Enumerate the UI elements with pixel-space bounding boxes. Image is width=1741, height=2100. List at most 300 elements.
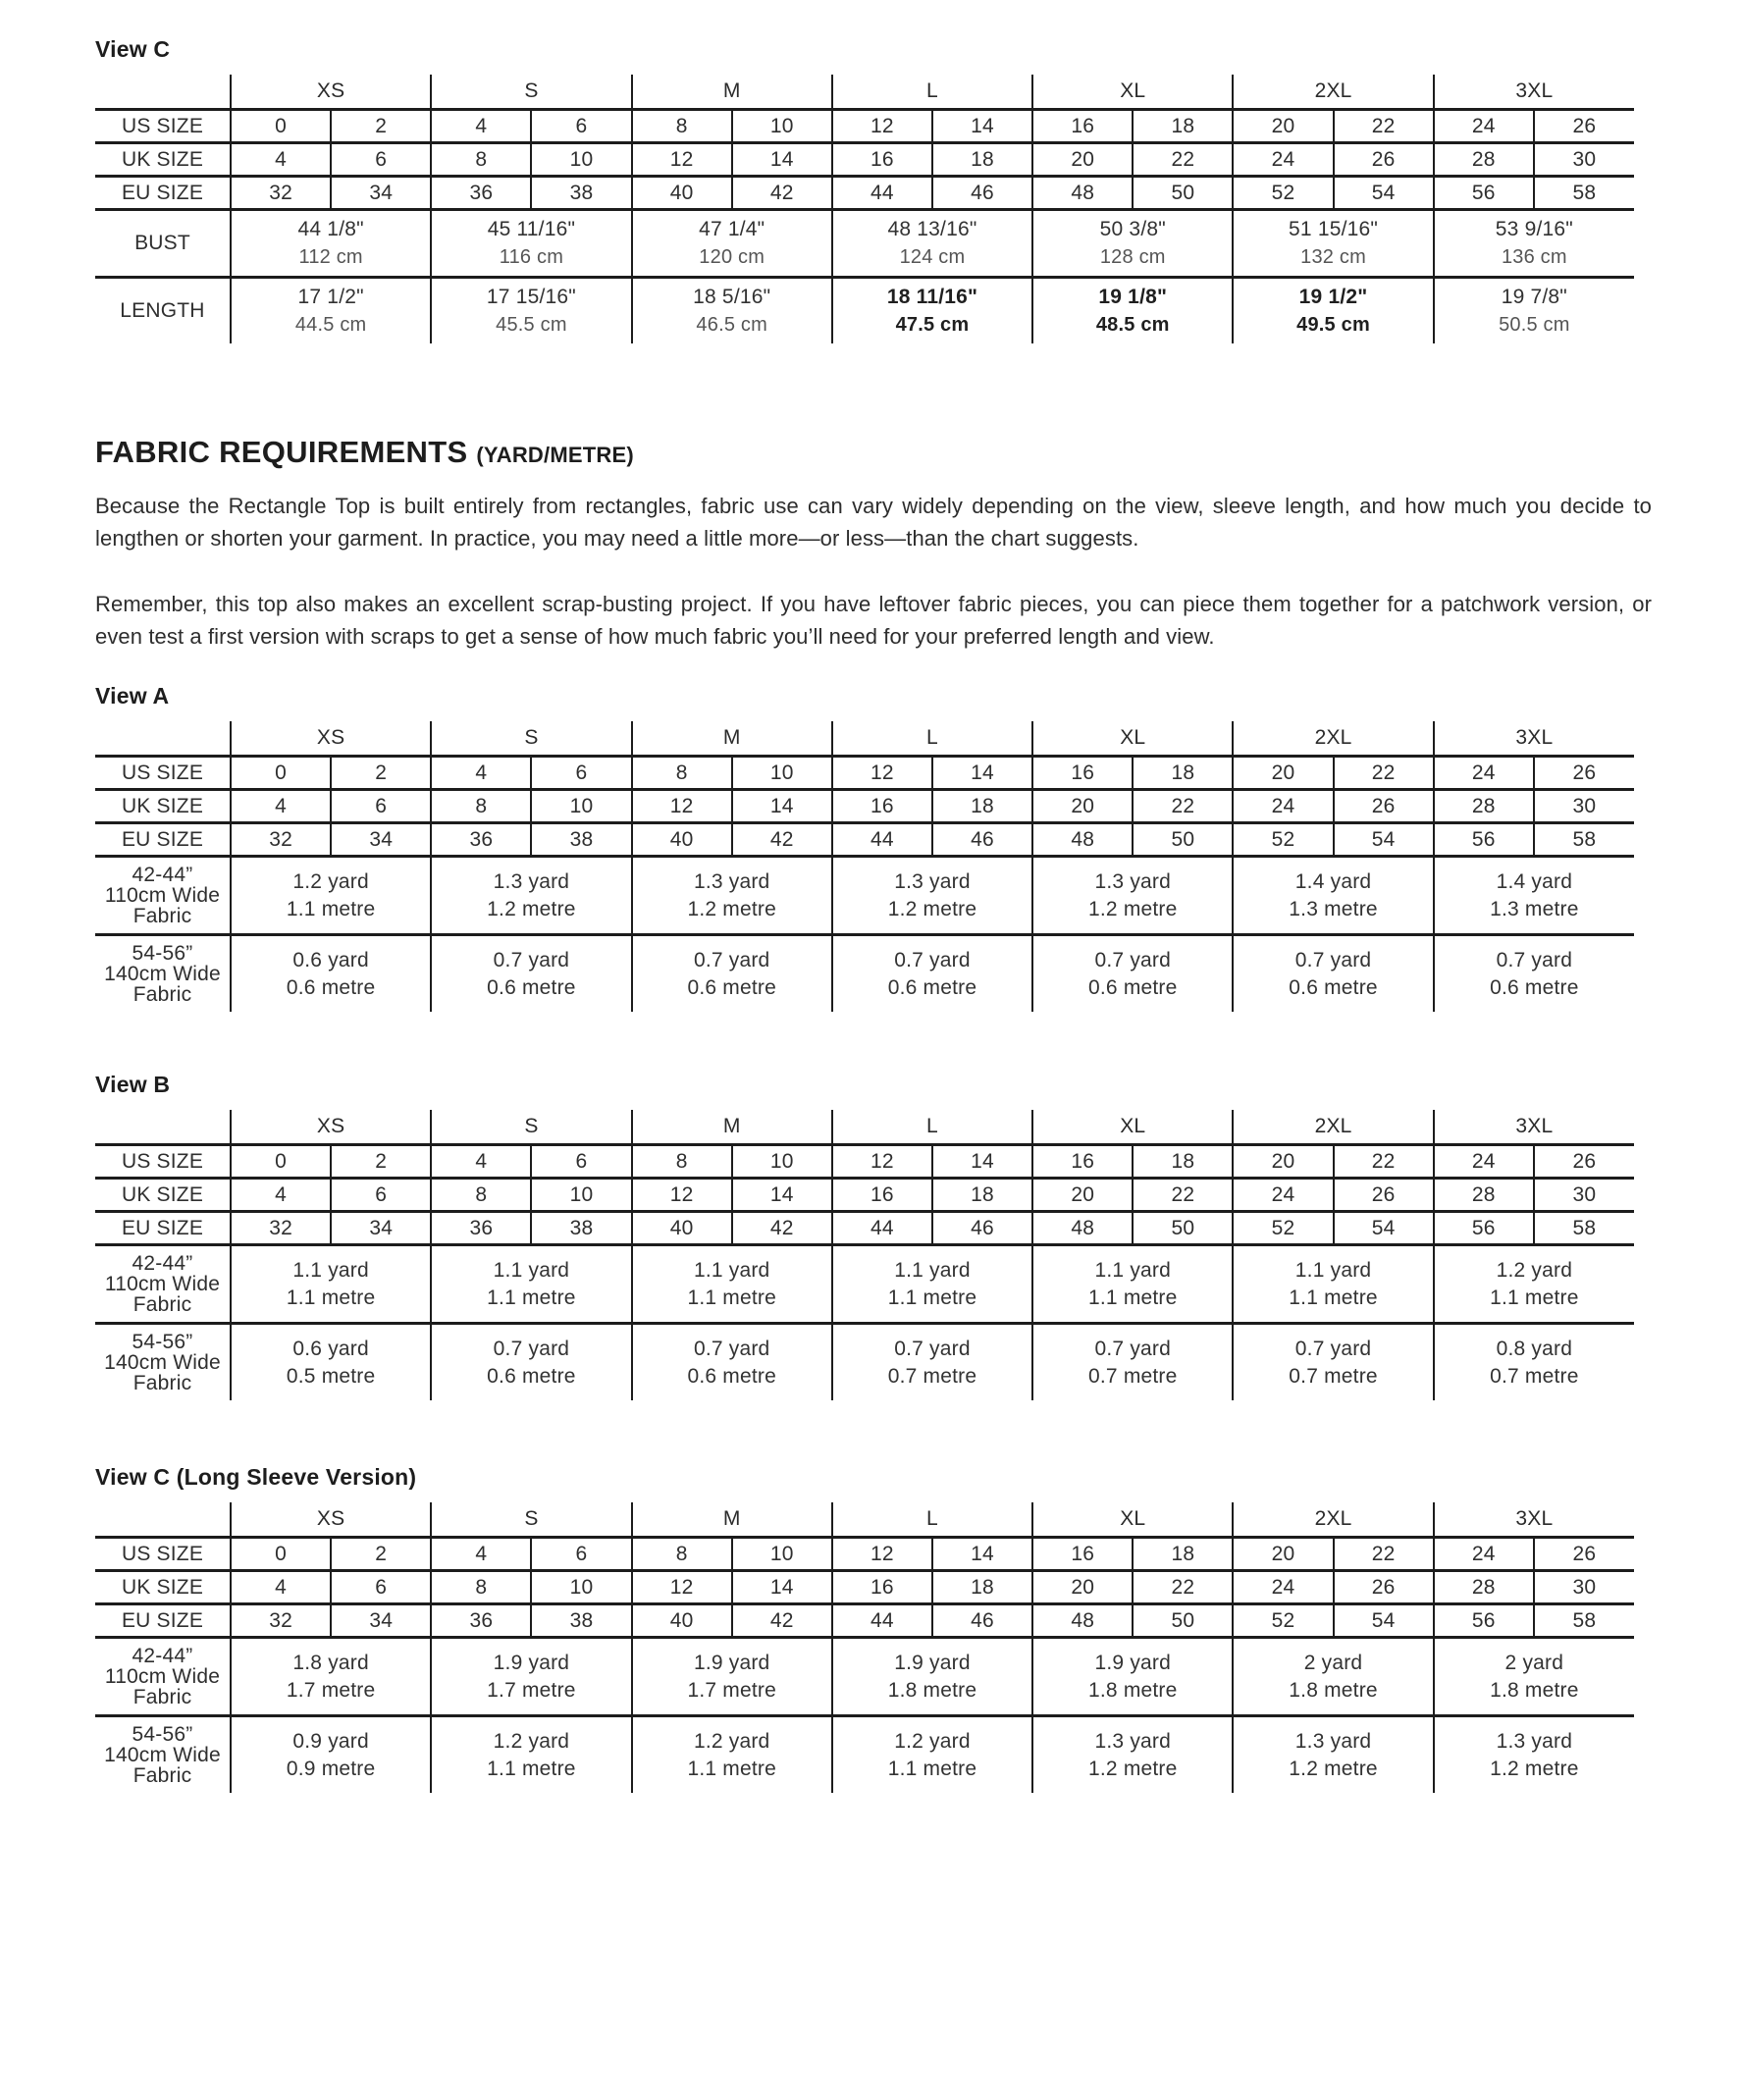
- size-cell: 32: [231, 1212, 331, 1245]
- size-cell: 22: [1334, 1145, 1434, 1179]
- size-cell: 32: [231, 1604, 331, 1638]
- value-cell: [832, 278, 1032, 344]
- size-cell: 4: [431, 757, 531, 790]
- value-cell: [231, 278, 431, 344]
- size-group-header: L: [832, 721, 1032, 757]
- value-line-2: 1.7 metre: [487, 1678, 576, 1702]
- size-cell: 8: [431, 790, 531, 823]
- size-cell: 38: [531, 1212, 631, 1245]
- size-cell: 2: [331, 1538, 431, 1571]
- value-cell: [832, 1245, 1032, 1324]
- size-cell: 6: [531, 1145, 631, 1179]
- row-label-line: 54-56”: [132, 942, 193, 965]
- size-cell: 20: [1032, 790, 1133, 823]
- size-row: [95, 143, 1634, 177]
- value-line-2: 0.6 metre: [1490, 975, 1579, 999]
- value-cell: [1434, 1324, 1634, 1401]
- value-cell: [832, 1638, 1032, 1716]
- value-line-2: 1.3 metre: [1289, 897, 1378, 920]
- size-cell: 56: [1434, 177, 1534, 210]
- view-a-fabric-table: [95, 721, 1652, 1012]
- size-cell: 18: [1133, 1538, 1233, 1571]
- value-cell: [1032, 210, 1233, 278]
- fabric-row: [95, 1716, 1634, 1794]
- size-cell: 8: [632, 1538, 732, 1571]
- size-cell: 10: [732, 1145, 832, 1179]
- size-group-header-row: [95, 721, 1634, 757]
- row-label: EU SIZE: [95, 1212, 231, 1245]
- value-cell: [1032, 1716, 1233, 1794]
- size-cell: 10: [531, 1571, 631, 1604]
- size-cell: 38: [531, 1604, 631, 1638]
- size-cell: 22: [1133, 1179, 1233, 1212]
- value-line-2: 0.6 metre: [487, 1364, 576, 1388]
- value-line-2: 1.7 metre: [286, 1678, 376, 1702]
- size-cell: 30: [1534, 790, 1634, 823]
- fabric-row: [95, 857, 1634, 935]
- row-label-line: 110cm Wide: [104, 1665, 221, 1688]
- value-cell: [832, 935, 1032, 1013]
- size-cell: 6: [331, 1571, 431, 1604]
- size-cell: 58: [1534, 823, 1634, 857]
- size-row: [95, 1538, 1634, 1571]
- value-cell: [832, 1324, 1032, 1401]
- row-label: US SIZE: [95, 757, 231, 790]
- row-label-line: 42-44”: [132, 1645, 193, 1667]
- size-cell: 20: [1233, 110, 1333, 143]
- size-row: [95, 1212, 1634, 1245]
- row-label: BUST: [95, 210, 231, 278]
- corner-cell: [95, 1110, 231, 1145]
- size-chart-table-grid: [95, 75, 1634, 343]
- value-cell: [1032, 1245, 1233, 1324]
- value-cell: [1434, 278, 1634, 344]
- size-group-header: 3XL: [1434, 1110, 1634, 1145]
- size-cell: 30: [1534, 143, 1634, 177]
- row-label: UK SIZE: [95, 143, 231, 177]
- size-cell: 52: [1233, 823, 1333, 857]
- size-group-header: XL: [1032, 75, 1233, 110]
- row-label: UK SIZE: [95, 790, 231, 823]
- size-cell: 28: [1434, 1571, 1534, 1604]
- value-line-1: 0.9 yard: [292, 1729, 369, 1753]
- size-cell: 44: [832, 177, 932, 210]
- size-cell: 4: [231, 790, 331, 823]
- row-label: [95, 1638, 231, 1716]
- size-cell: 6: [331, 790, 431, 823]
- value-cell: [1233, 210, 1433, 278]
- value-line-2: 0.7 metre: [887, 1364, 977, 1388]
- size-cell: 20: [1032, 1571, 1133, 1604]
- row-label: US SIZE: [95, 110, 231, 143]
- size-cell: 26: [1534, 1145, 1634, 1179]
- value-line-1: 50 3/8": [1099, 218, 1166, 240]
- size-group-header-row: [95, 75, 1634, 110]
- size-cell: 22: [1133, 790, 1233, 823]
- size-cell: 14: [732, 790, 832, 823]
- size-cell: 8: [431, 143, 531, 177]
- size-cell: 8: [632, 110, 732, 143]
- value-line-1: 1.4 yard: [1294, 869, 1372, 893]
- size-cell: 40: [632, 1212, 732, 1245]
- value-line-1: 0.7 yard: [1094, 948, 1171, 971]
- value-cell: [1233, 935, 1433, 1013]
- value-line-2: 0.6 metre: [887, 975, 977, 999]
- row-label-line: Fabric: [132, 1372, 192, 1394]
- value-line-1: 45 11/16": [487, 218, 576, 240]
- value-line-1: 18 5/16": [693, 286, 771, 308]
- row-label-line: 110cm Wide: [104, 884, 221, 907]
- value-line-1: 19 1/8": [1098, 286, 1168, 308]
- size-cell: 36: [431, 1212, 531, 1245]
- value-line-1: 1.1 yard: [1094, 1258, 1171, 1282]
- size-cell: 18: [932, 143, 1032, 177]
- value-line-2: 0.6 metre: [687, 975, 776, 999]
- corner-cell: [95, 721, 231, 757]
- value-line-1: 1.1 yard: [1294, 1258, 1372, 1282]
- value-line-1: 0.8 yard: [1496, 1337, 1573, 1360]
- size-cell: 4: [431, 1145, 531, 1179]
- value-line-2: 1.3 metre: [1490, 897, 1579, 920]
- value-cell: [1032, 1638, 1233, 1716]
- value-cell: [231, 210, 431, 278]
- size-cell: 42: [732, 1212, 832, 1245]
- value-line-2: 46.5 cm: [696, 314, 767, 336]
- size-cell: 10: [531, 143, 631, 177]
- value-line-2: 1.2 metre: [1490, 1757, 1579, 1780]
- size-row: [95, 1571, 1634, 1604]
- value-line-1: 18 11/16": [886, 286, 978, 308]
- value-cell: [431, 1245, 631, 1324]
- value-line-1: 1.3 yard: [493, 869, 570, 893]
- value-line-1: 1.3 yard: [693, 869, 770, 893]
- corner-cell: [95, 75, 231, 110]
- size-cell: 54: [1334, 823, 1434, 857]
- value-line-1: 0.7 yard: [1294, 948, 1372, 971]
- row-label-line: 54-56”: [132, 1331, 193, 1353]
- size-cell: 12: [632, 790, 732, 823]
- size-cell: 24: [1434, 757, 1534, 790]
- size-cell: 16: [1032, 1145, 1133, 1179]
- value-line-1: 2 yard: [1303, 1651, 1363, 1674]
- size-cell: 6: [331, 143, 431, 177]
- size-row: [95, 1604, 1634, 1638]
- value-line-2: 128 cm: [1099, 246, 1166, 268]
- value-line-1: 1.1 yard: [693, 1258, 770, 1282]
- size-cell: 28: [1434, 790, 1534, 823]
- size-cell: 0: [231, 110, 331, 143]
- value-cell: [632, 1245, 832, 1324]
- size-group-header: M: [632, 1502, 832, 1538]
- value-line-1: 1.2 yard: [894, 1729, 971, 1753]
- size-cell: 18: [1133, 757, 1233, 790]
- value-line-2: 0.6 metre: [687, 1364, 776, 1388]
- size-cell: 52: [1233, 1212, 1333, 1245]
- value-cell: [1434, 210, 1634, 278]
- size-cell: 42: [732, 823, 832, 857]
- value-line-2: 0.7 metre: [1289, 1364, 1378, 1388]
- value-line-2: 1.8 metre: [1289, 1678, 1378, 1702]
- size-cell: 6: [531, 757, 631, 790]
- value-line-2: 44.5 cm: [294, 314, 367, 336]
- size-cell: 14: [732, 1179, 832, 1212]
- size-cell: 8: [431, 1571, 531, 1604]
- value-cell: [1434, 1245, 1634, 1324]
- size-group-header: 3XL: [1434, 75, 1634, 110]
- size-cell: 4: [231, 1179, 331, 1212]
- size-cell: 50: [1133, 823, 1233, 857]
- size-cell: 20: [1032, 1179, 1133, 1212]
- value-line-2: 1.1 metre: [687, 1757, 776, 1780]
- view-c-long-sleeve-title: View C (Long Sleeve Version): [95, 1464, 417, 1490]
- size-cell: 32: [231, 823, 331, 857]
- size-cell: 18: [932, 1571, 1032, 1604]
- value-line-1: 1.2 yard: [693, 1729, 770, 1753]
- size-cell: 40: [632, 1604, 732, 1638]
- size-cell: 20: [1233, 757, 1333, 790]
- value-line-2: 1.8 metre: [1088, 1678, 1178, 1702]
- value-cell: [231, 1716, 431, 1794]
- size-cell: 10: [732, 110, 832, 143]
- size-group-header: 2XL: [1233, 1502, 1433, 1538]
- size-cell: 46: [932, 177, 1032, 210]
- view-a-fabric-table-grid: [95, 721, 1634, 1012]
- value-line-1: 1.2 yard: [1496, 1258, 1573, 1282]
- size-cell: 12: [632, 1179, 732, 1212]
- value-line-2: 49.5 cm: [1296, 314, 1370, 336]
- value-line-1: 0.7 yard: [693, 948, 770, 971]
- value-line-2: 50.5 cm: [1499, 314, 1570, 336]
- value-line-2: 1.2 metre: [687, 897, 776, 920]
- value-cell: [431, 278, 631, 344]
- size-group-header: XL: [1032, 1502, 1233, 1538]
- size-cell: 24: [1434, 1538, 1534, 1571]
- value-line-1: 0.7 yard: [1094, 1337, 1171, 1360]
- size-group-header: 3XL: [1434, 721, 1634, 757]
- size-cell: 24: [1233, 1179, 1333, 1212]
- value-line-1: 1.3 yard: [894, 869, 971, 893]
- size-cell: 48: [1032, 177, 1133, 210]
- size-cell: 20: [1233, 1538, 1333, 1571]
- value-line-1: 19 7/8": [1501, 286, 1567, 308]
- value-cell: [632, 210, 832, 278]
- value-line-1: 17 15/16": [486, 286, 576, 308]
- size-row: [95, 757, 1634, 790]
- size-cell: 22: [1334, 110, 1434, 143]
- size-cell: 24: [1233, 1571, 1333, 1604]
- size-group-header: 3XL: [1434, 1502, 1634, 1538]
- value-line-2: 0.6 metre: [487, 975, 576, 999]
- size-cell: 10: [531, 790, 631, 823]
- size-row: [95, 110, 1634, 143]
- size-row: [95, 177, 1634, 210]
- size-cell: 10: [531, 1179, 631, 1212]
- value-line-1: 53 9/16": [1495, 218, 1573, 240]
- fabric-paragraph-2: Remember, this top also makes an excellent scrap-busting project. If you have leftover fabric pieces, you can piece them together for a patchwork version, or even test a first version with scraps to get a sense of how much fabric you’ll need for your preferred length and view.: [95, 592, 1652, 649]
- view-b-title: View B: [95, 1072, 171, 1097]
- value-cell: [832, 857, 1032, 935]
- fabric-requirements-heading: [95, 434, 1652, 474]
- value-line-1: 1.3 yard: [1294, 1729, 1372, 1753]
- value-cell: [431, 1324, 631, 1401]
- row-label: EU SIZE: [95, 1604, 231, 1638]
- value-line-1: 2 yard: [1504, 1651, 1564, 1674]
- fabric-requirements-heading-note: (YARD/METRE): [476, 443, 634, 467]
- size-cell: 28: [1434, 1179, 1534, 1212]
- size-row: [95, 823, 1634, 857]
- value-line-2: 1.2 metre: [1289, 1757, 1378, 1780]
- size-cell: 2: [331, 757, 431, 790]
- fabric-requirements-heading-text: FABRIC REQUIREMENTS: [95, 435, 468, 469]
- row-label-line: Fabric: [132, 905, 192, 927]
- value-line-1: 17 1/2": [297, 286, 364, 308]
- size-cell: 26: [1534, 757, 1634, 790]
- size-group-header-row: [95, 1502, 1634, 1538]
- size-cell: 46: [932, 1212, 1032, 1245]
- size-cell: 18: [1133, 110, 1233, 143]
- value-cell: [832, 210, 1032, 278]
- measurement-row: [95, 278, 1634, 344]
- size-group-header: 2XL: [1233, 721, 1433, 757]
- row-label: US SIZE: [95, 1538, 231, 1571]
- value-line-1: 1.2 yard: [292, 869, 369, 893]
- row-label: UK SIZE: [95, 1571, 231, 1604]
- size-group-header: S: [431, 1110, 631, 1145]
- value-cell: [1032, 278, 1233, 344]
- value-cell: [1233, 857, 1433, 935]
- size-cell: 26: [1534, 1538, 1634, 1571]
- value-line-2: 45.5 cm: [496, 314, 567, 336]
- value-line-2: 120 cm: [699, 246, 765, 268]
- value-line-2: 1.1 metre: [286, 897, 376, 920]
- value-cell: [1032, 1324, 1233, 1401]
- size-group-header: M: [632, 1110, 832, 1145]
- size-cell: 56: [1434, 1212, 1534, 1245]
- value-line-2: 1.1 metre: [1088, 1286, 1178, 1309]
- value-line-2: 1.1 metre: [687, 1286, 776, 1309]
- value-cell: [431, 1716, 631, 1794]
- size-cell: 48: [1032, 1604, 1133, 1638]
- size-cell: 14: [932, 1145, 1032, 1179]
- value-cell: [1434, 935, 1634, 1013]
- size-cell: 46: [932, 1604, 1032, 1638]
- row-label: [95, 1324, 231, 1401]
- size-cell: 2: [331, 110, 431, 143]
- value-line-2: 1.2 metre: [887, 897, 977, 920]
- value-line-2: 1.1 metre: [1490, 1286, 1579, 1309]
- size-cell: 14: [932, 757, 1032, 790]
- value-line-1: 1.1 yard: [493, 1258, 570, 1282]
- view-b-fabric-table-grid: [95, 1110, 1634, 1400]
- size-group-header: 2XL: [1233, 75, 1433, 110]
- value-cell: [1434, 1716, 1634, 1794]
- size-cell: 50: [1133, 177, 1233, 210]
- size-cell: 10: [732, 757, 832, 790]
- value-line-1: 1.4 yard: [1496, 869, 1573, 893]
- value-cell: [431, 210, 631, 278]
- size-cell: 44: [832, 823, 932, 857]
- size-group-header: L: [832, 75, 1032, 110]
- value-line-2: 1.1 metre: [887, 1286, 977, 1309]
- view-c-long-sleeve-fabric-table-grid: [95, 1502, 1634, 1793]
- size-cell: 16: [832, 790, 932, 823]
- size-cell: 30: [1534, 1179, 1634, 1212]
- value-line-1: 1.2 yard: [493, 1729, 570, 1753]
- value-cell: [231, 857, 431, 935]
- size-cell: 22: [1334, 1538, 1434, 1571]
- size-row: [95, 790, 1634, 823]
- size-cell: 28: [1434, 143, 1534, 177]
- size-cell: 6: [331, 1179, 431, 1212]
- size-cell: 34: [331, 823, 431, 857]
- value-cell: [632, 1638, 832, 1716]
- value-line-1: 1.9 yard: [493, 1651, 570, 1674]
- row-label-line: 140cm Wide: [104, 1351, 221, 1374]
- size-cell: 54: [1334, 177, 1434, 210]
- size-cell: 26: [1334, 1179, 1434, 1212]
- value-line-2: 0.7 metre: [1490, 1364, 1579, 1388]
- fabric-row: [95, 1638, 1634, 1716]
- value-line-1: 1.1 yard: [894, 1258, 971, 1282]
- size-cell: 10: [732, 1538, 832, 1571]
- value-line-2: 1.1 metre: [1289, 1286, 1378, 1309]
- size-cell: 26: [1334, 790, 1434, 823]
- size-cell: 6: [531, 110, 631, 143]
- size-cell: 16: [1032, 1538, 1133, 1571]
- value-line-2: 1.1 metre: [286, 1286, 376, 1309]
- size-cell: 50: [1133, 1212, 1233, 1245]
- size-cell: 4: [431, 1538, 531, 1571]
- value-cell: [431, 857, 631, 935]
- size-cell: 22: [1133, 1571, 1233, 1604]
- size-group-header: S: [431, 75, 631, 110]
- value-line-1: 1.1 yard: [292, 1258, 369, 1282]
- size-group-header: XS: [231, 1110, 431, 1145]
- size-cell: 18: [932, 1179, 1032, 1212]
- value-cell: [632, 1324, 832, 1401]
- size-cell: 22: [1133, 143, 1233, 177]
- value-line-1: 1.8 yard: [292, 1651, 369, 1674]
- value-line-1: 0.7 yard: [493, 948, 570, 971]
- size-cell: 40: [632, 823, 732, 857]
- size-cell: 24: [1233, 143, 1333, 177]
- size-cell: 48: [1032, 1212, 1133, 1245]
- size-cell: 34: [331, 1604, 431, 1638]
- view-b-fabric-table: [95, 1110, 1652, 1400]
- value-line-2: 116 cm: [499, 246, 564, 268]
- size-cell: 16: [832, 143, 932, 177]
- row-label-line: 42-44”: [132, 1252, 193, 1275]
- value-line-2: 112 cm: [298, 246, 363, 268]
- size-cell: 4: [431, 110, 531, 143]
- size-cell: 8: [632, 1145, 732, 1179]
- size-cell: 12: [832, 757, 932, 790]
- size-group-header: XS: [231, 1502, 431, 1538]
- size-cell: 52: [1233, 1604, 1333, 1638]
- size-cell: 54: [1334, 1604, 1434, 1638]
- size-cell: 50: [1133, 1604, 1233, 1638]
- size-group-header: S: [431, 721, 631, 757]
- size-cell: 0: [231, 757, 331, 790]
- value-cell: [1434, 857, 1634, 935]
- size-cell: 54: [1334, 1212, 1434, 1245]
- size-cell: 36: [431, 1604, 531, 1638]
- size-cell: 58: [1534, 177, 1634, 210]
- row-label: LENGTH: [95, 278, 231, 344]
- size-cell: 8: [431, 1179, 531, 1212]
- value-cell: [431, 935, 631, 1013]
- size-cell: 12: [832, 1145, 932, 1179]
